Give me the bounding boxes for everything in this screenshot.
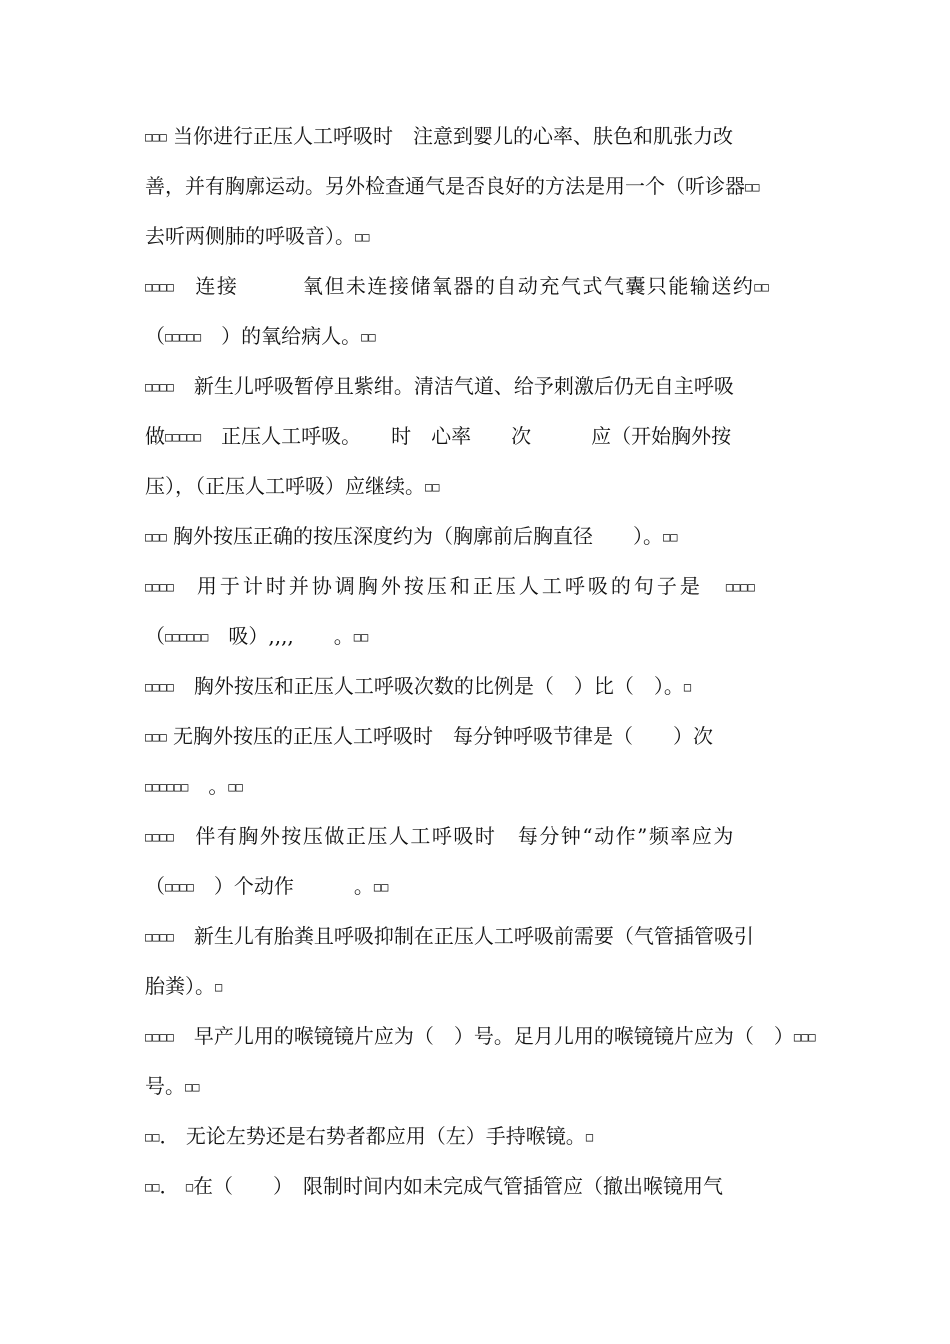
unrendered-glyphs: □□□□□	[165, 330, 202, 344]
line-text: 去听两侧肺的呼吸音）。	[145, 224, 355, 248]
line-prefix: ．	[159, 1124, 180, 1148]
line-prefix: （	[145, 624, 165, 648]
line-text: 新生儿呼吸暂停且紫绀。清洁气道、给予刺激后仍无自主呼吸	[193, 374, 734, 398]
line-text: 无论左势还是右势者都应用（左）手持喉镜。	[185, 1124, 586, 1148]
unrendered-glyphs: □□	[355, 230, 370, 244]
text-line	[145, 122, 845, 151]
text-line	[145, 422, 845, 451]
line-text: 胎粪）。	[145, 974, 215, 998]
unrendered-glyphs: □□	[754, 280, 769, 294]
unrendered-glyphs: □□□	[145, 530, 167, 544]
unrendered-glyphs: □□□	[145, 730, 167, 744]
line-text: 当你进行正压人工呼吸时 注意到婴儿的心率、肤色和肌张力改	[173, 124, 734, 148]
unrendered-glyphs: □□	[373, 880, 389, 894]
line-text: 号。	[145, 1074, 185, 1098]
unrendered-glyphs: □□□□	[145, 280, 174, 294]
unrendered-glyphs: □□□□□□	[145, 780, 189, 794]
unrendered-glyphs: □	[585, 1130, 594, 1144]
unrendered-glyphs: □□□□□□	[165, 630, 209, 644]
text-line	[145, 1172, 845, 1201]
line-text: 。	[188, 774, 229, 798]
text-line	[145, 522, 845, 551]
unrendered-glyphs: □□	[353, 630, 369, 644]
line-text: 伴有胸外按压做正压人工呼吸时 每分钟“动作”频率应为	[195, 824, 735, 848]
line-text: 无胸外按压的正压人工呼吸时 每分钟呼吸节律是（ ）次	[173, 724, 714, 748]
unrendered-glyphs: □□□□	[145, 830, 174, 844]
unrendered-glyphs: □□	[228, 780, 243, 794]
unrendered-glyphs: □□□□	[165, 880, 194, 894]
text-line	[145, 372, 845, 401]
text-line	[145, 1122, 845, 1151]
line-text: 吸）,,,, 。	[228, 624, 354, 648]
unrendered-glyphs: □□□□□	[165, 430, 202, 444]
unrendered-glyphs: □□	[745, 180, 760, 194]
text-line	[145, 1072, 845, 1101]
line-text: 早产儿用的喉镜镜片应为（ ）号。足月儿用的喉镜镜片应为（ ）	[193, 1024, 794, 1048]
line-text: 连接 氧但未连接储氧器的自动充气式气囊只能输送约	[195, 274, 755, 298]
unrendered-glyphs: □□□	[793, 1030, 816, 1044]
unrendered-glyphs: □□□□	[145, 930, 174, 944]
text-line	[145, 872, 845, 901]
unrendered-glyphs: □□□□	[145, 580, 174, 594]
text-line	[145, 172, 845, 201]
unrendered-glyphs: □□□□	[145, 380, 174, 394]
unrendered-glyphs: □	[683, 680, 692, 694]
text-line	[145, 572, 845, 601]
line-prefix: （	[145, 324, 165, 348]
line-text: 胸外按压正确的按压深度约为（胸廓前后胸直径 ）。	[173, 524, 664, 548]
unrendered-glyphs: □□	[425, 480, 440, 494]
text-line	[145, 322, 845, 351]
text-line	[145, 222, 845, 251]
line-prefix: 做	[145, 424, 165, 448]
unrendered-glyphs: □□□□	[725, 580, 755, 594]
unrendered-glyphs: □□□	[145, 130, 167, 144]
line-prefix: ．	[159, 1174, 180, 1198]
text-line	[145, 272, 845, 301]
unrendered-glyphs: □	[185, 1180, 194, 1194]
unrendered-glyphs: □□	[185, 1080, 200, 1094]
line-text: ）个动作 。	[213, 874, 374, 898]
line-text: 善，并有胸廓运动。另外检查通气是否良好的方法是用一个（听诊器	[145, 174, 745, 198]
unrendered-glyphs: □□	[145, 1130, 160, 1144]
line-text: 用于计时并协调胸外按压和正压人工呼吸的句子是	[196, 574, 703, 598]
text-line	[145, 1022, 845, 1051]
unrendered-glyphs: □□	[361, 330, 376, 344]
text-line	[145, 922, 845, 951]
text-line	[145, 472, 845, 501]
text-line	[145, 772, 845, 801]
line-text: 正压人工呼吸。 时 心率 次 应（开始胸外按	[221, 424, 732, 448]
line-prefix: （	[145, 874, 165, 898]
unrendered-glyphs: □□□□	[145, 1030, 174, 1044]
unrendered-glyphs: □	[215, 980, 223, 994]
text-line	[145, 822, 845, 851]
line-text: 新生儿有胎粪且呼吸抑制在正压人工呼吸前需要（气管插管吸引	[193, 924, 754, 948]
unrendered-glyphs: □□	[145, 1180, 160, 1194]
line-text: 胸外按压和正压人工呼吸次数的比例是（ ）比（ ）。	[193, 674, 684, 698]
line-text: 压），（正压人工呼吸）应继续。	[145, 474, 425, 498]
line-text: 在（ ） 限制时间内如未完成气管插管应（撤出喉镜用气	[193, 1174, 724, 1198]
unrendered-glyphs: □□□□	[145, 680, 174, 694]
unrendered-glyphs: □□	[663, 530, 678, 544]
text-line	[145, 622, 845, 651]
text-line	[145, 722, 845, 751]
text-line	[145, 672, 845, 701]
text-line	[145, 972, 845, 1001]
line-text: ）的氧给病人。	[201, 324, 362, 348]
